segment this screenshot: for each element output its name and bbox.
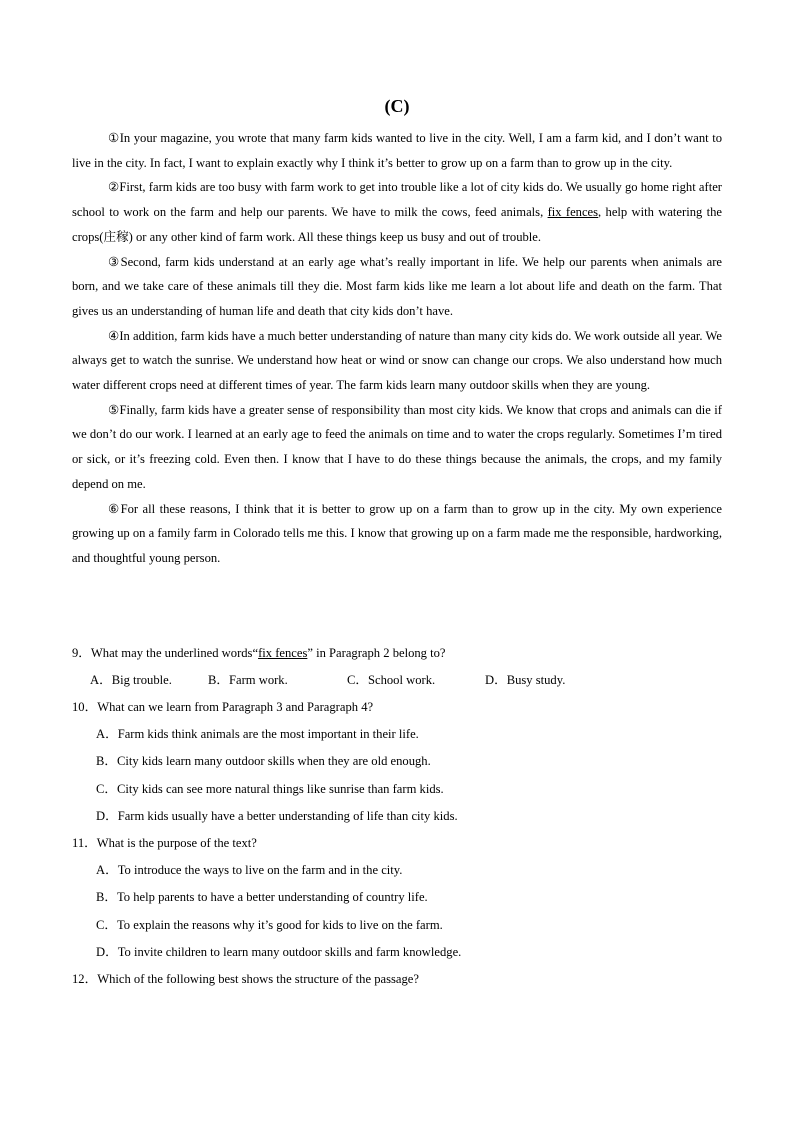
question-9-option-c[interactable]: C．School work.: [347, 673, 436, 687]
question-9-option-a[interactable]: A．Big trouble.: [90, 673, 172, 687]
section-label: (C): [384, 96, 410, 116]
paragraph-2: [72, 175, 722, 249]
question-9-option-d[interactable]: D．Busy study.: [485, 673, 566, 687]
paragraph-2-text-after: , help with watering the crops(庄稼) or any other kind of farm work. All these things keep us busy and out of trouble.: [72, 205, 722, 244]
paragraph-2-text-before: ②First, farm kids are too busy with farm work to get into trouble like a lot of city kids do. We usually go home right after school to work on the farm and help our parents. We have to milk the cows, feed animals,: [72, 180, 722, 220]
question-9-options: [72, 667, 722, 694]
question-9-text-before: 9．What may the underlined words“: [72, 646, 259, 660]
question-11-stem: 11．What is the purpose of the text?: [72, 836, 257, 851]
question-9-text-after: ” in Paragraph 2 belong to?: [307, 646, 446, 660]
question-9-stem: [72, 640, 722, 667]
paragraph-3: ③Second, farm kids understand at an early age what’s really important in life. We help our parents when animals are born, and we take care of these animals till they die. Most farm kids like me learn a lot about life and death on the farm. That gives us an understanding of human life and death that city kids don’t have.: [72, 254, 722, 318]
paragraph-1: ①In your magazine, you wrote that many farm kids wanted to live in the city. Well, I am a farm kid, and I don’t want to live in the city. In fact, I want to explain exactly why I think it’s better to grow up on a farm than to grow up in the city.: [72, 131, 722, 170]
paragraph-5: ⑤Finally, farm kids have a greater sense of responsibility than most city kids. We know that crops and animals can die if we don’t do our work. I learned at an early age to feed the animals on time and to water the crops regularly. Sometimes I’m tired or sick, or it’s freezing cold. Even then. I know that I have to do these things because the animals, the crops, and my family depend on me.: [72, 402, 722, 491]
question-11-option-a[interactable]: A．To introduce the ways to live on the farm and in the city.: [96, 863, 403, 878]
question-list: [72, 640, 722, 993]
question-12-stem: 12．Which of the following best shows the structure of the passage?: [72, 972, 419, 987]
paragraph-6: ⑥For all these reasons, I think that it is better to grow up on a farm than to grow up in the city. My own experience growing up on a family farm in Colorado tells me this. I know that growing up on a farm made me the responsible, hardworking, and thoughtful young person.: [72, 501, 722, 565]
reading-passage: [72, 126, 722, 571]
question-10-option-b[interactable]: B．City kids learn many outdoor skills when they are old enough.: [96, 754, 431, 769]
paragraph-4: ④In addition, farm kids have a much better understanding of nature than many city kids do. We work outside all year. We always get to watch the sunrise. We understand how heat or wind or snow can change our crops. We also understand how much water different crops need at different times of year. The farm kids learn many outdoor skills when they are young.: [72, 328, 722, 393]
question-10-option-c[interactable]: C．City kids can see more natural things like sunrise than farm kids.: [96, 781, 444, 796]
question-11-option-c[interactable]: C．To explain the reasons why it’s good for kids to live on the farm.: [96, 917, 443, 932]
underlined-phrase: fix fences: [547, 205, 599, 220]
question-9-option-b[interactable]: B．Farm work.: [208, 673, 288, 687]
question-11-option-d[interactable]: D．To invite children to learn many outdoor skills and farm knowledge.: [96, 945, 462, 960]
question-10-stem: 10．What can we learn from Paragraph 3 and Paragraph 4?: [72, 700, 374, 714]
question-9-underlined: fix fences: [258, 646, 308, 660]
question-10-option-d[interactable]: D．Farm kids usually have a better understanding of life than city kids.: [96, 808, 458, 823]
question-10-option-a[interactable]: A．Farm kids think animals are the most important in their life.: [96, 727, 419, 741]
question-11-option-b[interactable]: B．To help parents to have a better understanding of country life.: [96, 890, 428, 905]
